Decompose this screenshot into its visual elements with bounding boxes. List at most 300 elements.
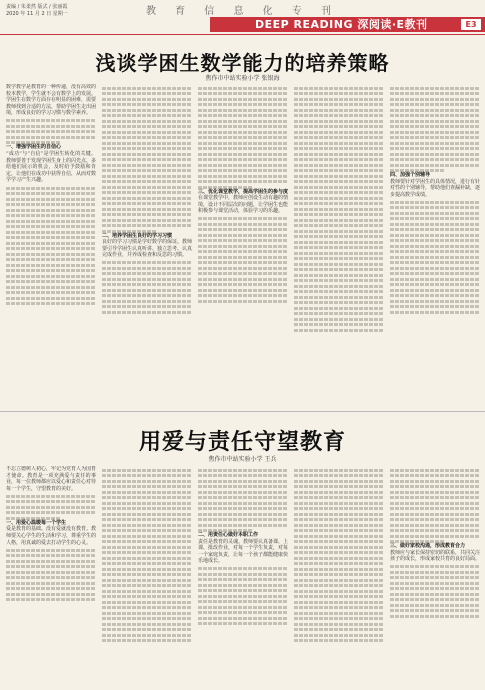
text-line bbox=[102, 311, 192, 314]
article1-title: 浅谈学困生数学能力的培养策略 bbox=[95, 51, 390, 75]
article1-byline: 焦作市中站实验小学 张银海 bbox=[205, 75, 280, 82]
text-line bbox=[198, 125, 288, 128]
text-line bbox=[6, 247, 96, 250]
text-line bbox=[294, 307, 384, 310]
text-line bbox=[294, 296, 384, 299]
text-line bbox=[294, 175, 384, 178]
text-line bbox=[294, 219, 384, 222]
text-line bbox=[198, 147, 288, 150]
text-line bbox=[198, 595, 288, 598]
text-line bbox=[294, 230, 384, 233]
text-line bbox=[6, 231, 96, 234]
text-line bbox=[198, 250, 288, 253]
text-line bbox=[294, 147, 384, 150]
article1-column-4 bbox=[294, 84, 384, 406]
text-line bbox=[102, 507, 192, 510]
text-line bbox=[102, 617, 192, 620]
text-line bbox=[102, 496, 192, 499]
text-line bbox=[102, 219, 192, 222]
text-line bbox=[390, 136, 480, 139]
text-line bbox=[294, 290, 384, 293]
text-line bbox=[198, 300, 288, 303]
text-line bbox=[102, 114, 192, 117]
text-line bbox=[198, 186, 252, 189]
text-line bbox=[198, 600, 288, 603]
text-line bbox=[198, 158, 288, 161]
text-line bbox=[198, 120, 288, 123]
text-line bbox=[198, 491, 288, 494]
text-line bbox=[102, 272, 192, 275]
text-line bbox=[390, 604, 480, 607]
article2-heading-3: 三、做好家校沟通，形成教育合力 bbox=[390, 543, 466, 549]
text-line bbox=[198, 474, 288, 477]
text-line bbox=[198, 217, 288, 220]
article2-para-2: 责任是教育的灵魂。教师要认真备课、上课、批改作业，对每一个学生负责，对每一个家庭负责，让每一个孩子都能健康快乐地成长。 bbox=[198, 538, 288, 565]
text-line bbox=[390, 593, 480, 596]
text-line bbox=[294, 274, 384, 277]
text-line bbox=[102, 164, 192, 167]
text-line bbox=[294, 568, 384, 571]
text-line bbox=[294, 496, 384, 499]
text-line bbox=[294, 103, 384, 106]
text-line bbox=[294, 606, 384, 609]
text-line bbox=[390, 206, 480, 209]
text-line bbox=[294, 98, 384, 101]
text-line bbox=[102, 283, 192, 286]
text-line bbox=[294, 136, 384, 139]
text-line bbox=[198, 164, 288, 167]
text-line bbox=[390, 169, 444, 172]
text-line bbox=[102, 590, 192, 593]
text-line bbox=[390, 300, 480, 303]
text-line bbox=[6, 214, 96, 217]
text-line bbox=[294, 186, 384, 189]
text-line bbox=[294, 87, 384, 90]
text-line bbox=[294, 224, 384, 227]
text-line bbox=[294, 252, 384, 255]
text-line bbox=[102, 612, 192, 615]
article2-column-4 bbox=[294, 466, 384, 686]
text-line bbox=[6, 130, 96, 133]
text-line bbox=[294, 197, 384, 200]
text-line bbox=[198, 256, 288, 259]
text-line bbox=[198, 180, 288, 183]
text-line bbox=[198, 103, 288, 106]
article1-heading-4: 四、加强个别辅导 bbox=[390, 172, 431, 178]
text-line bbox=[294, 628, 384, 631]
text-line bbox=[294, 268, 384, 271]
text-line bbox=[390, 598, 480, 601]
page-header bbox=[0, 0, 485, 34]
text-line bbox=[390, 256, 480, 259]
text-line bbox=[294, 180, 384, 183]
text-line bbox=[6, 209, 96, 212]
text-line bbox=[390, 120, 480, 123]
page-number-badge: E3 bbox=[461, 19, 481, 30]
text-line bbox=[294, 485, 384, 488]
text-line bbox=[294, 235, 384, 238]
text-line bbox=[198, 524, 288, 527]
text-line bbox=[294, 546, 384, 549]
text-line bbox=[102, 169, 192, 172]
text-line bbox=[390, 234, 480, 237]
text-line bbox=[198, 267, 288, 270]
article2-column-3 bbox=[198, 466, 288, 686]
text-line bbox=[294, 474, 384, 477]
text-line bbox=[390, 524, 480, 527]
text-line bbox=[390, 250, 480, 253]
text-line bbox=[102, 208, 192, 211]
text-line bbox=[102, 224, 192, 227]
text-line bbox=[294, 551, 384, 554]
text-line bbox=[294, 318, 384, 321]
article2-para-3: 教师应与家长保持密切的联系，共同关注孩子的成长，形成家校共育的良好局面。 bbox=[390, 549, 480, 563]
text-line bbox=[198, 223, 288, 226]
text-line bbox=[390, 529, 480, 532]
text-line bbox=[6, 549, 96, 552]
text-line bbox=[294, 562, 384, 565]
text-line bbox=[390, 485, 480, 488]
text-line bbox=[102, 595, 192, 598]
text-line bbox=[390, 311, 480, 314]
text-line bbox=[294, 491, 384, 494]
text-line bbox=[102, 557, 192, 560]
text-line bbox=[294, 557, 384, 560]
article1-column-3 bbox=[198, 84, 288, 406]
text-line bbox=[390, 615, 480, 618]
text-line bbox=[390, 158, 480, 161]
text-line bbox=[198, 109, 288, 112]
text-line bbox=[6, 269, 96, 272]
text-line bbox=[294, 590, 384, 593]
text-line bbox=[102, 202, 192, 205]
text-line bbox=[102, 300, 192, 303]
text-line bbox=[6, 302, 96, 305]
text-line bbox=[390, 142, 480, 145]
text-line bbox=[102, 562, 192, 565]
text-line bbox=[102, 213, 192, 216]
text-line bbox=[198, 92, 288, 95]
article-divider bbox=[0, 411, 485, 412]
text-line bbox=[294, 639, 384, 642]
text-line bbox=[390, 305, 480, 308]
text-line bbox=[294, 584, 384, 587]
text-line bbox=[102, 147, 192, 150]
article2-title: 用爱与责任守望教育 bbox=[138, 430, 346, 455]
text-line bbox=[102, 634, 192, 637]
text-line bbox=[6, 560, 96, 563]
text-line bbox=[294, 623, 384, 626]
text-line bbox=[102, 474, 192, 477]
text-line bbox=[102, 120, 192, 123]
article2-heading-2: 二、用责任心做好本职工作 bbox=[198, 532, 259, 538]
text-line bbox=[198, 245, 288, 248]
text-line bbox=[198, 622, 288, 625]
text-line bbox=[294, 114, 384, 117]
section-title: DEEP READING 深阅读·E教刊 bbox=[255, 18, 428, 31]
text-line bbox=[198, 507, 288, 510]
article2-para-1: 爱是教育的基础。没有爱就没有教育。教师要关心学生的生活和学习，尊重学生的人格，用真诚的爱去打动学生的心灵。 bbox=[6, 526, 96, 546]
text-line bbox=[294, 120, 384, 123]
text-line bbox=[390, 576, 480, 579]
text-line bbox=[294, 601, 384, 604]
text-line bbox=[198, 283, 288, 286]
article2-heading-1: 一、用爱心温暖每一个学生 bbox=[6, 519, 67, 526]
text-line bbox=[102, 131, 192, 134]
editor-line: 责编 / 朱柔然 版式 / 张丽霞 bbox=[6, 4, 68, 10]
text-line bbox=[102, 191, 192, 194]
text-line bbox=[294, 634, 384, 637]
text-line bbox=[6, 576, 96, 579]
text-line bbox=[390, 261, 480, 264]
text-line bbox=[198, 496, 288, 499]
text-line bbox=[198, 136, 288, 139]
text-line bbox=[390, 480, 480, 483]
text-line bbox=[6, 264, 96, 267]
header-slogan: 教 育 信 息 化 专 刊 bbox=[145, 6, 340, 17]
text-line bbox=[294, 595, 384, 598]
text-line bbox=[6, 275, 96, 278]
article2-intro: 不忘立德树人初心，牢记为党育人为国育才使命。教育是一项充满爱与责任的事业，每一位教师都应以爱心和责任心对待每一个学生，守望教育的美好。 bbox=[6, 466, 96, 492]
text-line bbox=[294, 612, 384, 615]
text-line bbox=[294, 535, 384, 538]
text-line bbox=[390, 582, 480, 585]
text-line bbox=[294, 579, 384, 582]
text-line bbox=[294, 153, 384, 156]
text-line bbox=[6, 565, 96, 568]
text-line bbox=[6, 511, 96, 514]
text-line bbox=[294, 502, 384, 505]
text-line bbox=[294, 109, 384, 112]
text-line bbox=[390, 513, 480, 516]
text-line bbox=[102, 109, 192, 112]
editor-info bbox=[6, 4, 68, 18]
text-line bbox=[294, 524, 384, 527]
text-line bbox=[6, 187, 96, 190]
text-line bbox=[294, 518, 384, 521]
text-line bbox=[390, 496, 480, 499]
text-line bbox=[102, 305, 192, 308]
text-line bbox=[102, 158, 192, 161]
text-line bbox=[198, 617, 288, 620]
text-line bbox=[294, 246, 384, 249]
text-line bbox=[6, 141, 60, 144]
text-line bbox=[198, 98, 288, 101]
text-line bbox=[6, 258, 96, 261]
text-line bbox=[390, 109, 480, 112]
text-line bbox=[390, 103, 480, 106]
text-line bbox=[294, 158, 384, 161]
text-line bbox=[390, 587, 480, 590]
text-line bbox=[6, 291, 96, 294]
text-line bbox=[198, 114, 288, 117]
text-line bbox=[390, 153, 480, 156]
text-line bbox=[294, 312, 384, 315]
article2-byline: 焦作市中站实验小学 王兵 bbox=[208, 456, 277, 463]
text-line bbox=[390, 474, 480, 477]
text-line bbox=[102, 230, 156, 233]
article1-heading-1: 一、增强学困生的自信心 bbox=[6, 144, 62, 151]
text-line bbox=[294, 285, 384, 288]
text-line bbox=[198, 228, 288, 231]
text-line bbox=[390, 92, 480, 95]
text-line bbox=[198, 573, 288, 576]
text-line bbox=[6, 286, 96, 289]
header-divider bbox=[0, 34, 485, 35]
text-line bbox=[294, 202, 384, 205]
text-line bbox=[390, 491, 480, 494]
text-line bbox=[6, 517, 60, 520]
text-line bbox=[390, 212, 480, 215]
text-line bbox=[6, 280, 96, 283]
text-line bbox=[198, 584, 288, 587]
article2-column-1 bbox=[6, 466, 96, 686]
text-line bbox=[294, 131, 384, 134]
text-line bbox=[390, 147, 480, 150]
text-line bbox=[102, 606, 192, 609]
text-line bbox=[390, 125, 480, 128]
text-line bbox=[102, 601, 192, 604]
text-line bbox=[102, 197, 192, 200]
text-line bbox=[198, 529, 252, 532]
text-line bbox=[198, 485, 288, 488]
text-line bbox=[198, 518, 288, 521]
text-line bbox=[6, 495, 96, 498]
article1-para-4: 教师要针对学困生的具体情况，进行有针对性的个别辅导，帮助他们查漏补缺，逐步提高数学成绩。 bbox=[390, 178, 480, 198]
text-line bbox=[390, 114, 480, 117]
article1-column-5 bbox=[390, 84, 480, 406]
article1-intro: 数学教学是教育的一种传递，没有高效的校本教学，学生就不会有数学上的发展。学困生在数学方面存在明显的困难，需要教师找到合适的方法，帮助学困生走出困境，形成良好的学习习惯与数学素养。 bbox=[6, 84, 96, 117]
text-line bbox=[294, 263, 384, 266]
text-line bbox=[390, 267, 480, 270]
text-line bbox=[6, 203, 96, 206]
text-line bbox=[390, 571, 480, 574]
text-line bbox=[294, 125, 384, 128]
text-line bbox=[6, 554, 96, 557]
text-line bbox=[102, 267, 192, 270]
text-line bbox=[198, 272, 288, 275]
text-line bbox=[6, 582, 96, 585]
text-line bbox=[294, 507, 384, 510]
text-line bbox=[390, 518, 480, 521]
text-line bbox=[102, 502, 192, 505]
text-line bbox=[198, 239, 288, 242]
text-line bbox=[390, 294, 480, 297]
article2-column-2 bbox=[102, 466, 192, 686]
text-line bbox=[198, 294, 288, 297]
text-line bbox=[294, 142, 384, 145]
text-line bbox=[294, 257, 384, 260]
article1-para-3: 在课堂教学中，教师应创设生动有趣的情境，设计不同层次的问题，让学困生也能积极参与课堂活动，体验学习的乐趣。 bbox=[198, 195, 288, 215]
text-line bbox=[102, 639, 192, 642]
text-line bbox=[294, 213, 384, 216]
text-line bbox=[6, 297, 96, 300]
text-line bbox=[198, 469, 288, 472]
text-line bbox=[390, 223, 480, 226]
text-line bbox=[6, 119, 96, 122]
text-line bbox=[390, 540, 444, 543]
text-line bbox=[198, 578, 288, 581]
text-line bbox=[6, 125, 96, 128]
text-line bbox=[102, 294, 192, 297]
article1-column-2 bbox=[102, 84, 192, 406]
text-line bbox=[294, 329, 384, 332]
text-line bbox=[294, 529, 384, 532]
text-line bbox=[102, 103, 192, 106]
text-line bbox=[102, 180, 192, 183]
text-line bbox=[198, 589, 288, 592]
text-line bbox=[102, 186, 192, 189]
text-line bbox=[102, 289, 192, 292]
text-line bbox=[390, 289, 480, 292]
text-line bbox=[294, 617, 384, 620]
text-line bbox=[390, 98, 480, 101]
text-line bbox=[294, 279, 384, 282]
text-line bbox=[390, 535, 480, 538]
text-line bbox=[102, 573, 192, 576]
text-line bbox=[102, 278, 192, 281]
text-line bbox=[6, 506, 96, 509]
text-line bbox=[390, 201, 480, 204]
text-line bbox=[6, 220, 96, 223]
text-line bbox=[198, 513, 288, 516]
text-line bbox=[294, 92, 384, 95]
text-line bbox=[6, 198, 96, 201]
text-line bbox=[102, 513, 192, 516]
text-line bbox=[294, 208, 384, 211]
text-line bbox=[102, 529, 192, 532]
text-line bbox=[6, 598, 96, 601]
text-line bbox=[390, 217, 480, 220]
text-line bbox=[6, 136, 96, 139]
text-line bbox=[102, 584, 192, 587]
text-line bbox=[198, 131, 288, 134]
text-line bbox=[198, 480, 288, 483]
text-line bbox=[294, 241, 384, 244]
text-line bbox=[390, 469, 480, 472]
text-line bbox=[102, 125, 192, 128]
text-line bbox=[102, 261, 192, 264]
text-line bbox=[390, 507, 480, 510]
text-line bbox=[102, 546, 192, 549]
article1-para-2: 良好的学习习惯是学好数学的保证。教师要引导学困生认真听讲、独立思考、认真完成作业，并养成检查和反思的习惯。 bbox=[102, 239, 192, 259]
text-line bbox=[102, 579, 192, 582]
text-line bbox=[198, 502, 288, 505]
article1-column-1 bbox=[6, 84, 96, 406]
text-line bbox=[198, 606, 288, 609]
text-line bbox=[294, 540, 384, 543]
article1-heading-2: 二、培养学困生良好的学习习惯 bbox=[102, 232, 173, 239]
text-line bbox=[294, 513, 384, 516]
text-line bbox=[390, 239, 480, 242]
text-line bbox=[294, 164, 384, 167]
text-line bbox=[102, 628, 192, 631]
text-line bbox=[6, 242, 96, 245]
text-line bbox=[390, 283, 480, 286]
article1-heading-3: 三、优化课堂教学，提高学困生的参与度 bbox=[198, 188, 288, 195]
text-line bbox=[102, 551, 192, 554]
text-line bbox=[294, 573, 384, 576]
text-line bbox=[294, 469, 384, 472]
text-line bbox=[198, 261, 288, 264]
text-line bbox=[6, 587, 96, 590]
text-line bbox=[198, 153, 288, 156]
text-line bbox=[198, 289, 288, 292]
text-line bbox=[198, 142, 288, 145]
text-line bbox=[390, 87, 480, 90]
text-line bbox=[102, 142, 192, 145]
text-line bbox=[294, 323, 384, 326]
